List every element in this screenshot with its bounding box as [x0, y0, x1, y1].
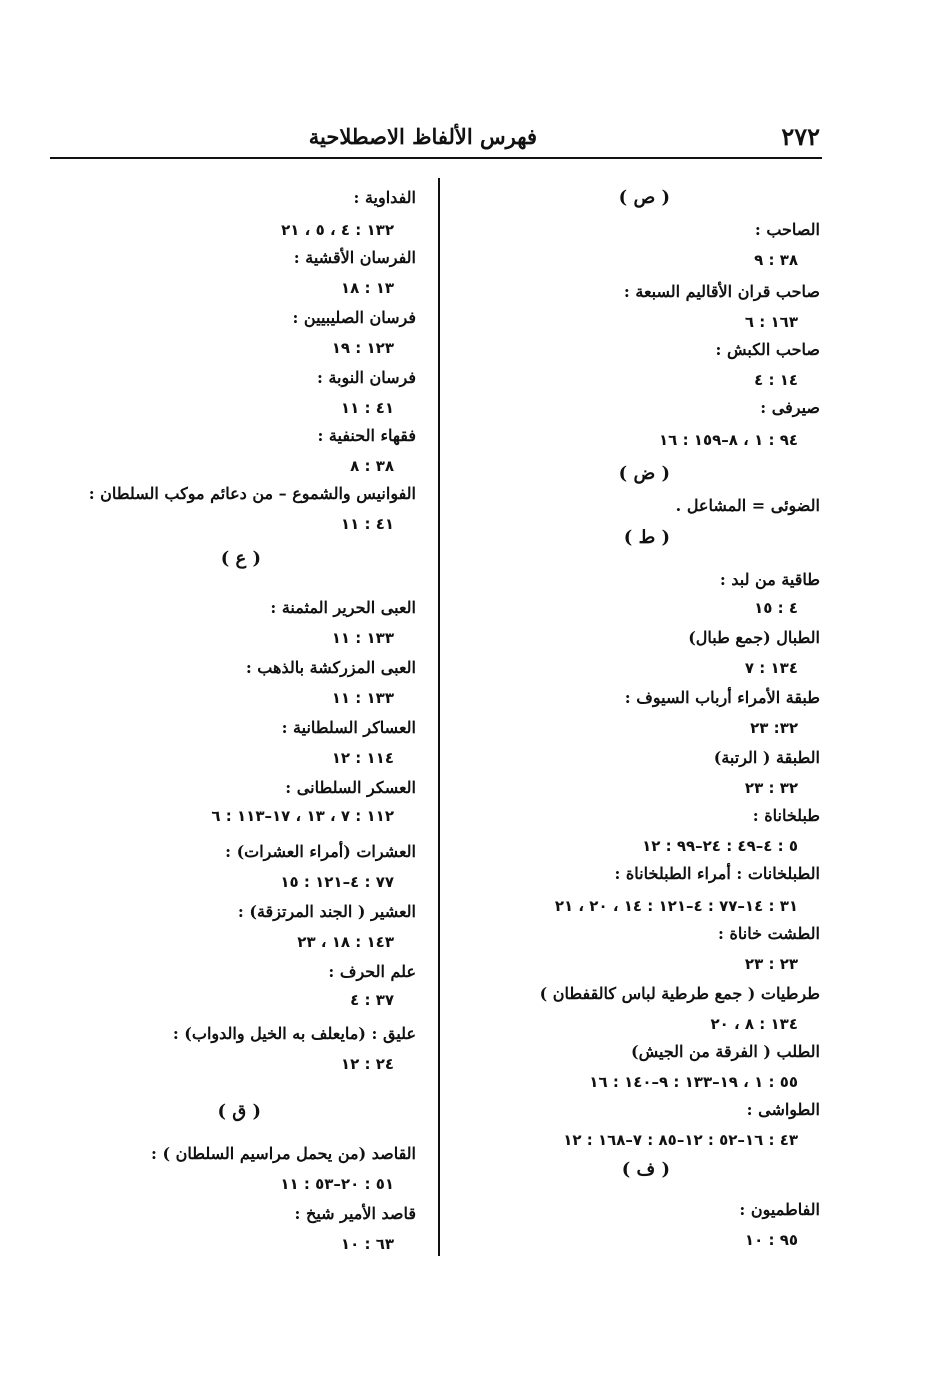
index-term: الطبقة ( الرتبة)	[713, 748, 820, 767]
index-term: العسكر السلطانى :	[285, 778, 416, 797]
index-term: صاحب قران الأقاليم السبعة :	[623, 282, 820, 301]
index-term: صيرفى :	[760, 398, 820, 417]
index-term: فرسان الصليبيين :	[292, 308, 416, 327]
header-rule	[50, 157, 822, 159]
index-term: عليق : (مايعلف به الخيل والدواب) :	[172, 1024, 416, 1043]
index-reference: ٤٣ : ١٦–٥٢ : ١٢–٨٥ : ٧–١٦٨ : ١٢	[563, 1131, 798, 1149]
index-term: الطبال (جمع طبال)	[688, 628, 820, 647]
index-reference: ١٣ : ١٨	[340, 279, 394, 297]
section-letter: ( ع )	[220, 548, 261, 569]
index-reference: ١٤ : ٤	[754, 371, 798, 389]
section-letter: ( ط )	[623, 527, 670, 548]
section-letter: ( ض )	[618, 463, 670, 484]
index-reference: ١١٤ : ١٢	[331, 749, 394, 767]
index-term: الطشت خاناة :	[718, 924, 820, 943]
index-reference: ٢٣ : ٢٣	[744, 955, 798, 973]
index-term: العشرات (أمراء العشرات) :	[225, 842, 416, 861]
index-term: الطلب ( الفرقة من الجيش)	[631, 1042, 820, 1061]
index-term: الفاطميون :	[739, 1200, 820, 1219]
index-term: العشير ( الجند المرتزقة) :	[237, 902, 416, 921]
index-term: قاصد الأمير شيخ :	[294, 1204, 416, 1223]
running-title: فهرس الألفاظ الاصطلاحية	[308, 124, 537, 149]
index-reference: ٣٨ : ٨	[350, 457, 394, 475]
index-term: فرسان النوبة :	[317, 368, 416, 387]
index-reference: ١٢٣ : ١٩	[331, 339, 394, 357]
index-reference: ٥١ : ٢٠–٥٣ : ١١	[280, 1175, 394, 1193]
section-letter: ( ف )	[621, 1159, 670, 1180]
index-reference: ٤١ : ١١	[340, 399, 394, 417]
index-term: صاحب الكبش :	[715, 340, 820, 359]
index-term: الطبلخانات : أمراء الطبلخاناة :	[614, 864, 820, 883]
index-reference: ١٣٣ : ١١	[331, 629, 394, 647]
index-reference: ١٣٤ : ٧	[744, 659, 798, 677]
index-term: العبى الحرير المثمنة :	[270, 598, 416, 617]
index-term: العساكر السلطانية :	[281, 718, 416, 737]
index-term: علم الحرف :	[328, 962, 416, 981]
index-reference: ٩٥ : ١٠	[744, 1231, 798, 1249]
index-reference: ١٦٣ : ٦	[744, 313, 798, 331]
index-term: العبى المزركشة بالذهب :	[245, 658, 416, 677]
column-divider	[438, 178, 440, 1256]
index-reference: ١١٢ : ٧ ، ١٣ ، ١٧–١١٣ : ٦	[211, 807, 394, 825]
index-reference: ٣٢ : ٢٣	[744, 779, 798, 797]
index-reference: ٣١ : ١٤–٧٧ : ٤–١٢١ : ١٤ ، ٢٠ ، ٢١	[554, 897, 798, 915]
index-reference: ١٣٤ : ٨ ، ٢٠	[710, 1015, 798, 1033]
index-reference: ٤١ : ١١	[340, 515, 394, 533]
index-reference: ٥ : ٤–٤٩ : ٢٤–٩٩ : ١٢	[642, 837, 798, 855]
index-reference: ٧٧ : ٤–١٢١ : ١٥	[280, 873, 394, 891]
index-reference: ٣٢: ٢٣	[750, 719, 798, 737]
index-reference: ٣٧ : ٤	[350, 991, 394, 1009]
index-reference: ٤ : ١٥	[754, 599, 798, 617]
index-term: طرطيات ( جمع طرطية لباس كالقفطان )	[539, 984, 820, 1003]
index-reference: ١٣٢ : ٤ ، ٥ ، ٢١	[281, 221, 394, 239]
index-term: الضوئى = المشاعل .	[675, 496, 820, 515]
index-term: الفداوية :	[353, 188, 416, 207]
index-reference: ٣٨ : ٩	[754, 251, 798, 269]
page-number: ٢٧٢	[781, 122, 820, 151]
index-term: طبقة الأمراء أرباب السيوف :	[624, 688, 820, 707]
section-letter: ( ق )	[217, 1101, 261, 1122]
index-reference: ٩٤ : ١ ، ٨–١٥٩ : ١٦	[659, 431, 798, 449]
index-reference: ٥٥ : ١ ، ١٩–١٣٣ : ٩–١٤٠ : ١٦	[589, 1073, 798, 1091]
index-term: الطواشى :	[746, 1100, 820, 1119]
index-term: الصاحب :	[754, 220, 820, 239]
index-term: الفرسان الأقشية :	[293, 248, 416, 267]
section-letter: ( ص )	[618, 187, 670, 208]
index-term: طبلخاناة :	[752, 806, 820, 825]
index-reference: ١٣٣ : ١١	[331, 689, 394, 707]
index-term: الفوانيس والشموع – من دعائم موكب السلطان :	[88, 484, 416, 503]
page-header	[50, 118, 820, 158]
index-reference: ٦٣ : ١٠	[340, 1235, 394, 1253]
index-reference: ٢٤ : ١٢	[340, 1055, 394, 1073]
index-reference: ١٤٣ : ١٨ ، ٢٣	[297, 933, 394, 951]
index-term: القاصد (من يحمل مراسيم السلطان ) :	[150, 1144, 416, 1163]
index-term: فقهاء الحنفية :	[317, 426, 416, 445]
index-term: طاقية من لبد :	[719, 570, 820, 589]
